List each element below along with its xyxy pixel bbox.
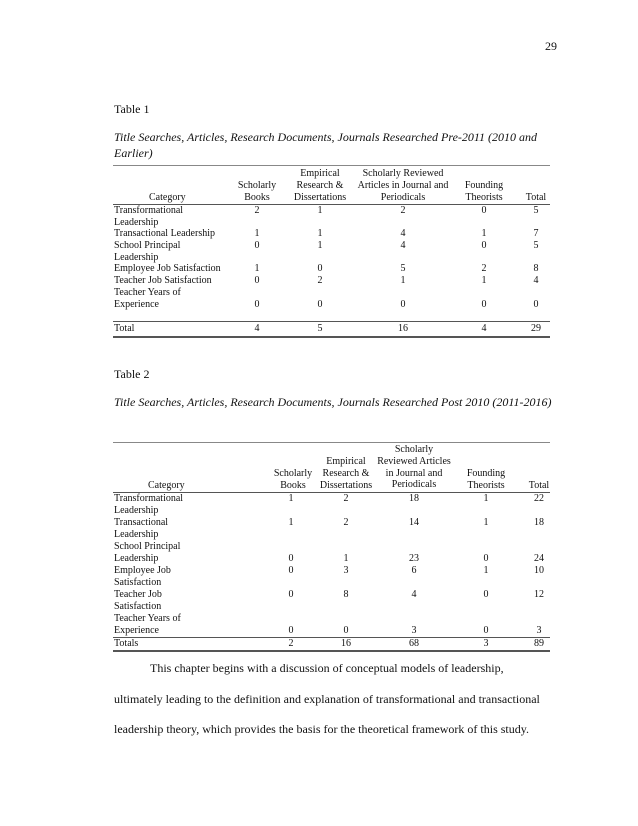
value-cell: 23 bbox=[409, 553, 419, 564]
table-1-top-rule bbox=[113, 165, 550, 166]
value-cell: 2 bbox=[481, 263, 487, 274]
category-cell: Teacher Years of Experience bbox=[114, 287, 181, 310]
value-cell: 6 bbox=[411, 565, 417, 576]
value-cell: 5 bbox=[533, 240, 539, 251]
category-cell: Employee Job Satisfaction bbox=[114, 565, 171, 588]
value-cell: 0 bbox=[400, 299, 406, 310]
table-2-header-category: Category bbox=[148, 480, 185, 491]
value-cell: 12 bbox=[534, 589, 544, 600]
category-cell: Teacher Job Satisfaction bbox=[114, 275, 212, 286]
category-cell: Teacher Years of Experience bbox=[114, 613, 181, 636]
value-cell: 1 bbox=[317, 205, 323, 216]
table-1-header-reviewed: Scholarly Reviewed Articles in Journal and Periodicals bbox=[357, 168, 449, 203]
table-1-total-rule bbox=[113, 321, 550, 322]
table-2-label: Table 2 bbox=[114, 367, 150, 381]
value-cell: 3 bbox=[411, 625, 417, 636]
value-cell: 0 bbox=[483, 553, 489, 564]
total-cell: 68 bbox=[409, 638, 419, 649]
category-cell: School Principal Leadership bbox=[114, 541, 181, 564]
value-cell: 4 bbox=[533, 275, 539, 286]
table-1 bbox=[113, 164, 550, 344]
value-cell: 22 bbox=[534, 493, 544, 504]
category-cell: Transactional Leadership bbox=[114, 228, 215, 239]
value-cell: 1 bbox=[288, 517, 294, 528]
total-label: Totals bbox=[114, 638, 139, 649]
value-cell: 18 bbox=[409, 493, 419, 504]
paragraph-line: ultimately leading to the definition and explanation of transformational and transactional bbox=[114, 692, 540, 706]
category-cell: Transformational Leadership bbox=[114, 205, 184, 228]
value-cell: 2 bbox=[254, 205, 260, 216]
total-cell: 2 bbox=[288, 638, 294, 649]
value-cell: 8 bbox=[533, 263, 539, 274]
value-cell: 0 bbox=[288, 589, 294, 600]
total-cell: 4 bbox=[254, 323, 260, 334]
value-cell: 24 bbox=[534, 553, 544, 564]
total-cell: 16 bbox=[398, 323, 408, 334]
value-cell: 1 bbox=[288, 493, 294, 504]
value-cell: 0 bbox=[254, 299, 260, 310]
value-cell: 1 bbox=[483, 565, 489, 576]
value-cell: 1 bbox=[317, 228, 323, 239]
table-1-header-category: Category bbox=[149, 192, 186, 203]
total-cell: 16 bbox=[341, 638, 351, 649]
value-cell: 1 bbox=[317, 240, 323, 251]
value-cell: 0 bbox=[481, 299, 487, 310]
table-1-header-total: Total bbox=[525, 192, 547, 203]
table-1-bottom-rule bbox=[113, 336, 550, 338]
value-cell: 2 bbox=[343, 493, 349, 504]
category-cell: Employee Job Satisfaction bbox=[114, 263, 221, 274]
table-2 bbox=[113, 442, 550, 654]
table-1-header-books: Scholarly Books bbox=[237, 180, 277, 203]
table-2-header-books: Scholarly Books bbox=[273, 468, 313, 491]
value-cell: 0 bbox=[483, 589, 489, 600]
category-cell: Transformational Leadership bbox=[114, 493, 184, 516]
total-cell: 29 bbox=[531, 323, 541, 334]
value-cell: 14 bbox=[409, 517, 419, 528]
table-2-top-rule bbox=[113, 442, 550, 443]
value-cell: 1 bbox=[254, 263, 260, 274]
value-cell: 5 bbox=[533, 205, 539, 216]
value-cell: 0 bbox=[481, 205, 487, 216]
value-cell: 1 bbox=[481, 228, 487, 239]
total-cell: 4 bbox=[481, 323, 487, 334]
table-1-header-theorists: Founding Theorists bbox=[464, 180, 504, 203]
value-cell: 1 bbox=[483, 493, 489, 504]
total-cell: 3 bbox=[483, 638, 489, 649]
value-cell: 0 bbox=[288, 553, 294, 564]
value-cell: 0 bbox=[317, 299, 323, 310]
table-2-header-reviewed: Scholarly Reviewed Articles in Journal and Periodicals bbox=[377, 444, 451, 491]
table-1-title: Title Searches, Articles, Research Documents, Journals Researched Pre-2011 (2010 and Earlier) bbox=[114, 130, 538, 160]
table-1-label: Table 1 bbox=[114, 102, 150, 116]
table-2-header-empirical: Empirical Research & Dissertations bbox=[319, 456, 373, 491]
value-cell: 3 bbox=[343, 565, 349, 576]
value-cell: 18 bbox=[534, 517, 544, 528]
value-cell: 2 bbox=[400, 205, 406, 216]
value-cell: 0 bbox=[533, 299, 539, 310]
value-cell: 4 bbox=[400, 228, 406, 239]
value-cell: 0 bbox=[343, 625, 349, 636]
total-cell: 5 bbox=[317, 323, 323, 334]
value-cell: 10 bbox=[534, 565, 544, 576]
paragraph-line: leadership theory, which provides the basis for the theoretical framework of this study. bbox=[114, 722, 529, 736]
value-cell: 1 bbox=[481, 275, 487, 286]
table-2-title: Title Searches, Articles, Research Documents, Journals Researched Post 2010 (2011-2016) bbox=[114, 395, 552, 409]
value-cell: 0 bbox=[288, 625, 294, 636]
value-cell: 4 bbox=[400, 240, 406, 251]
value-cell: 2 bbox=[317, 275, 323, 286]
value-cell: 1 bbox=[254, 228, 260, 239]
category-cell: Transactional Leadership bbox=[114, 517, 169, 540]
category-cell: Teacher Job Satisfaction bbox=[114, 589, 162, 612]
value-cell: 7 bbox=[533, 228, 539, 239]
value-cell: 0 bbox=[288, 565, 294, 576]
value-cell: 3 bbox=[536, 625, 542, 636]
page-number: 29 bbox=[545, 39, 557, 53]
value-cell: 0 bbox=[317, 263, 323, 274]
value-cell: 0 bbox=[254, 275, 260, 286]
table-2-header-theorists: Founding Theorists bbox=[466, 468, 506, 491]
category-cell: School Principal Leadership bbox=[114, 240, 181, 263]
total-label: Total bbox=[114, 323, 135, 334]
value-cell: 4 bbox=[411, 589, 417, 600]
table-2-header-total: Total bbox=[528, 480, 550, 491]
total-cell: 89 bbox=[534, 638, 544, 649]
value-cell: 1 bbox=[400, 275, 406, 286]
value-cell: 0 bbox=[254, 240, 260, 251]
value-cell: 8 bbox=[343, 589, 349, 600]
value-cell: 0 bbox=[481, 240, 487, 251]
value-cell: 5 bbox=[400, 263, 406, 274]
paragraph-line: This chapter begins with a discussion of conceptual models of leadership, bbox=[150, 661, 504, 675]
table-2-bottom-rule bbox=[113, 650, 550, 652]
table-1-header-empirical: Empirical Research & Dissertations bbox=[293, 168, 347, 203]
value-cell: 1 bbox=[483, 517, 489, 528]
value-cell: 1 bbox=[343, 553, 349, 564]
value-cell: 0 bbox=[483, 625, 489, 636]
value-cell: 2 bbox=[343, 517, 349, 528]
